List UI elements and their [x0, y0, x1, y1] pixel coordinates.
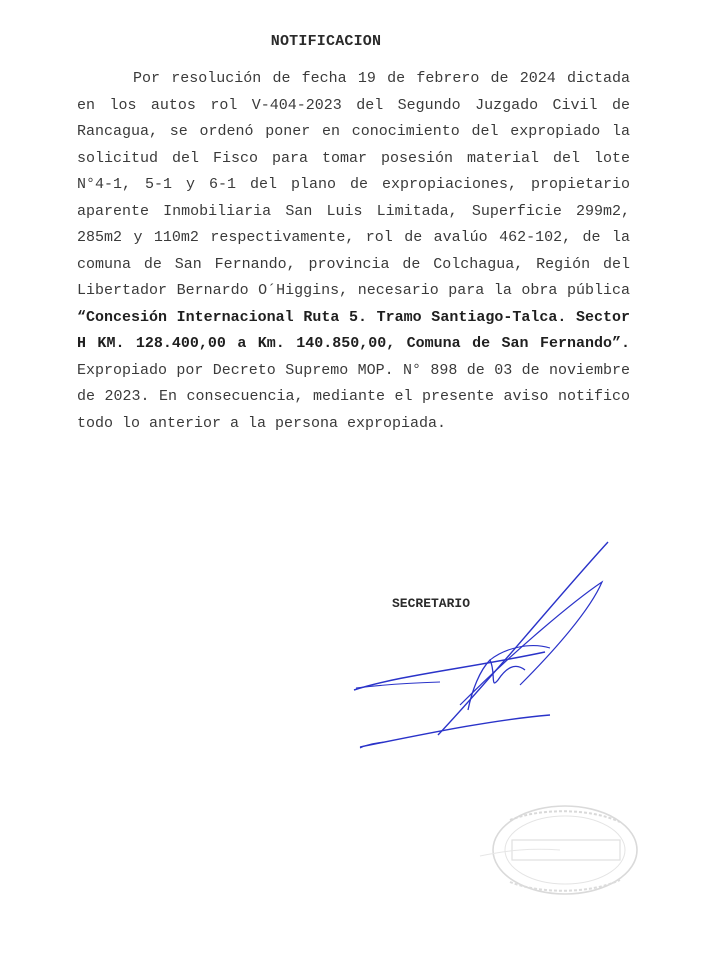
- body-text-part-1: Por resolución de fecha 19 de febrero de 2024 dictada en los autos rol V-404-2023 del Segundo Juzgado Civil de Rancagua, se ordenó poner en conocimiento del expropiado la solicitud del Fisco para tomar posesión material del lote N°4-1, 5-1 y 6-1 del plano de expropiaciones, propietario aparente Inmobiliaria San Luis Limitada, Superficie 299m2, 285m2 y 110m2 respectivamente, rol de avalúo 462-102, de la comuna de San Fernando, provincia de Colchagua, Región del Libertador Bernardo O´Higgins, necesario para la obra pública: [77, 70, 630, 299]
- document-title: NOTIFICACION: [270, 33, 382, 50]
- project-name: “Concesión Internacional Ruta 5. Tramo Santiago-Talca. Sector H KM. 128.400,00 a Km. 140.850,00, Comuna de San Fernando”.: [77, 308, 630, 352]
- handwritten-signature: [340, 530, 630, 760]
- body-text-part-2: Expropiado por Decreto Supremo MOP. N° 898 de 03 de noviembre de 2023. En consecuencia, mediante el presente aviso notifico todo lo anterior a la persona expropiada.: [77, 361, 630, 432]
- signer-label: SECRETARIO: [392, 596, 471, 611]
- notification-body: [77, 66, 630, 437]
- faded-stamp: [470, 790, 650, 910]
